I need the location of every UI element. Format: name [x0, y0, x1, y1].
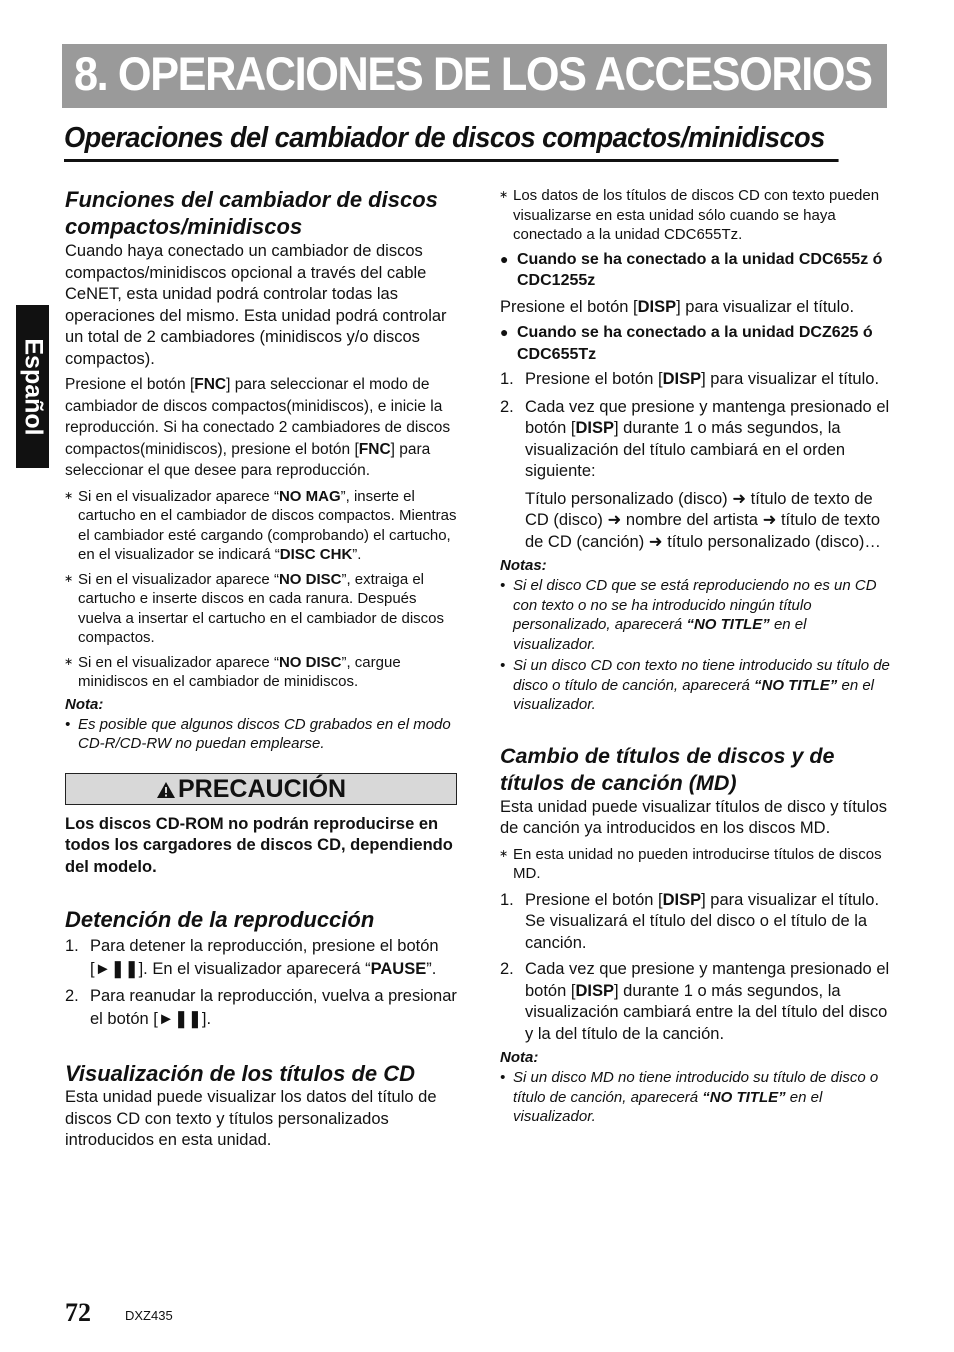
paragraph-intro: Cuando haya conectado un cambiador de discos compactos/minidiscos opcional a través del cable CeNET, esta unidad podrá controlar todas las operaciones del mismo. Esta unidad podrá controlar un total de 2 cambiadores (minidiscos y/o discos compactos).	[65, 242, 447, 368]
heading-dcz625: ● Cuando se ha conectado a la unidad DCZ625 ó CDC655Tz	[500, 322, 892, 365]
nota-md-no-title: • Si un disco MD no tiene introducido su título de disco o título de canción, aparecerá “NO TITLE” en el visualizador.	[500, 1068, 892, 1127]
step-stop-1: 1. Para detener la reproducción, presione el botón [►❚❚]. En el visualizador aparecerá “PAUSE”.	[65, 937, 439, 978]
note-no-disc-cd: ∗ Si en el visualizador aparece “NO DISC”, extraiga el cartucho e inserte discos en cada ranura. Después vuelva a insertar el cartucho en el cambiador de discos compactos.	[65, 570, 457, 648]
nota-no-title-1: • Si el disco CD que se está reproduciendo no es un CD con texto o no se ha introducido ningún título personalizado, aparecerá “NO TITLE” en el visualizador.	[500, 576, 892, 654]
note-no-mag: ∗ Si en el visualizador aparece “NO MAG”, inserte el cartucho en el cambiador de discos compactos. Mientras el cambiador esté cargando (comprobando) el cartucho, en el visualizador se indicará “DISC CHK”.	[65, 487, 457, 565]
play-pause-icon: ►❚❚	[157, 1010, 202, 1028]
nota-md-heading: Nota:	[500, 1049, 539, 1066]
step-md-2: 2. Cada vez que presione y mantenga presionado el botón [DISP] durante 1 o más segundos, la visualización cambiará entre la del título del disco y la del título de la canción.	[500, 960, 890, 1043]
language-tab	[16, 305, 49, 468]
section-title-stop: Detención de la reproducción	[65, 907, 375, 932]
section-title-cd-titles: Visualización de los títulos de CD	[65, 1061, 416, 1086]
language-tab-label: Español	[19, 337, 47, 436]
paragraph-md-titles: Esta unidad puede visualizar títulos de disco y títulos de canción ya introducidos en los discos MD.	[500, 797, 888, 837]
left-column	[65, 186, 457, 1152]
nota-no-title-2: • Si un disco CD con texto no tiene introducido su título de disco o título de canción, aparecerá “NO TITLE” en el visualizador.	[500, 656, 892, 715]
right-column	[500, 186, 892, 1127]
paragraph-cd-titles: Esta unidad puede visualizar los datos del título de discos CD con texto y títulos personalizados introducidos en esta unidad.	[65, 1088, 437, 1149]
caution-banner	[65, 773, 457, 805]
note-cd-text: ∗ Los datos de los títulos de discos CD con texto pueden visualizarse en esta unidad sólo cuando se haya conectado a la unidad CDC655Tz.	[500, 186, 892, 245]
step-cd-1: 1. Presione el botón [DISP] para visualizar el título.	[500, 370, 880, 388]
paragraph-fnc: Presione el botón [FNC] para seleccionar el modo de cambiador de discos compactos(minidiscos), e inicie la reproducción. Si ha conectado 2 cambiadores de discos compactos(minidiscos), presione el botón [FNC] para seleccionar el que desee para reproducción.	[65, 376, 451, 479]
heading-cdc655z: ● Cuando se ha conectado a la unidad CDC655z ó CDC1255z	[500, 249, 892, 292]
step-cd-2: 2. Cada vez que presione y mantenga presionado el botón [DISP] durante 1 o más segundos, la visualización del título cambiará en el orden siguiente:	[500, 397, 890, 480]
title-order: Título personalizado (disco) ➜ título de texto de CD (disco) ➜ nombre del artista ➜ título de texto de CD (canción) ➜ título personalizado (disco)…	[525, 489, 881, 551]
paragraph-disp: Presione el botón [DISP] para visualizar el título.	[500, 297, 855, 316]
section-title-changer-functions: Funciones del cambiador de discos compactos/minidiscos	[65, 187, 438, 239]
note-md-input: ∗ En esta unidad no pueden introducirse títulos de discos MD.	[500, 845, 892, 884]
nota-heading: Nota:	[65, 695, 104, 713]
caution-label: PRECAUCIÓN	[178, 774, 347, 803]
nota-cdr: • Es posible que algunos discos CD grabados en el modo CD-R/CD-RW no puedan emplearse.	[65, 715, 457, 754]
caution-text: Los discos CD-ROM no podrán reproducirse en todos los cargadores de discos CD, dependiendo del modelo.	[65, 814, 453, 876]
step-md-1: 1. Presione el botón [DISP] para visualizar el título. Se visualizará el título del disco o el título de la canción.	[500, 890, 880, 952]
page-title: 8. OPERACIONES DE LOS ACCESORIOS	[74, 47, 872, 100]
page-subtitle: Operaciones del cambiador de discos compactos/minidiscos	[64, 122, 839, 162]
title-bar	[62, 44, 887, 108]
play-pause-icon: ►❚❚	[94, 960, 139, 978]
page-number: 72	[65, 1298, 91, 1327]
warning-icon	[156, 781, 176, 799]
model-number: DXZ435	[125, 1308, 173, 1323]
note-no-disc-md: ∗ Si en el visualizador aparece “NO DISC”, cargue minidiscos en el cambiador de minidiscos.	[65, 653, 457, 692]
notas-heading: Notas:	[500, 557, 547, 574]
section-title-md-titles: Cambio de títulos de discos y de títulos de canción (MD)	[500, 743, 835, 795]
step-stop-2: 2. Para reanudar la reproducción, vuelva a presionar el botón [►❚❚].	[65, 987, 457, 1028]
